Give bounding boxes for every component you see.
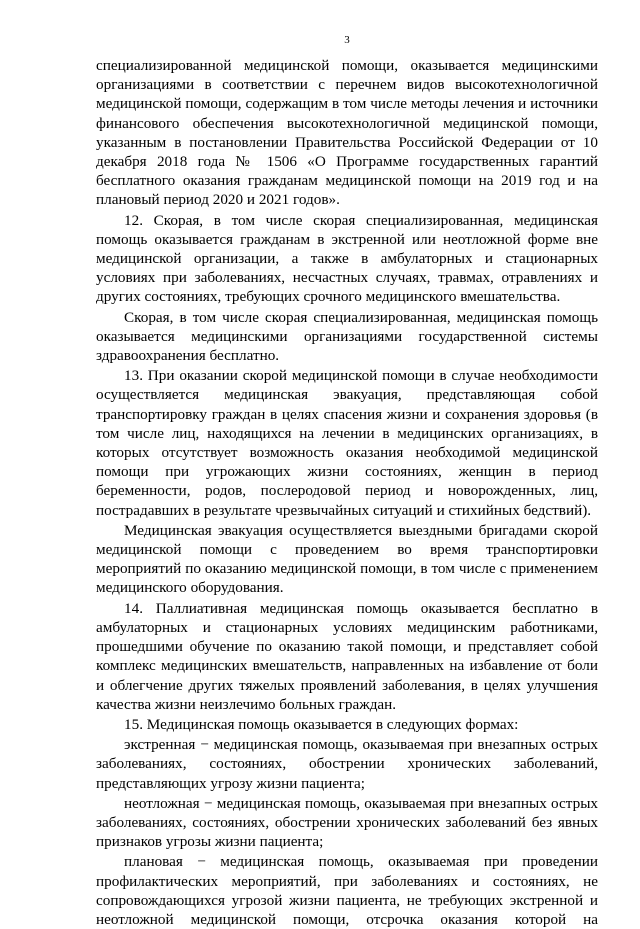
form-emergency: экстренная − медицинская помощь, оказываемая при внезапных острых заболеваниях, состояниях, обострении хронических заболеваний, представляющих угрозу жизни пациента; xyxy=(96,736,598,792)
paragraph-13: 13. При оказании скорой медицинской помощи в случае необходимости осуществляется медицинская эвакуация, представляющая собой транспортировку граждан в целях спасения жизни и сохранения здоровья (в том числе лиц, находящихся на лечении в медицинских организациях, в которых отсутствует возможность оказания необходимой медицинской помощи при угрожающих жизни состояниях, женщин в период беременности, родов, послеродовой период и новорожденных, лиц, пострадавших в результате чрезвычайных ситуаций и стихийных бедствий). xyxy=(96,367,598,519)
paragraph-15: 15. Медицинская помощь оказывается в следующих формах: xyxy=(124,715,519,733)
form-planned: плановая − медицинская помощь, оказываемая при проведении профилактических мероприятий, при заболеваниях и состояниях, не сопровождающихся угрозой жизни пациента, не требующих экстренной и неотложной медицинской помощи, отсрочка оказания которой на xyxy=(96,853,598,928)
paragraph-13-evacuation: Медицинская эвакуация осуществляется выездными бригадами скорой медицинской помощи с проведением во время транспортировки мероприятий по оказанию медицинской помощи, в том числе с применением медицинского оборудования. xyxy=(96,521,598,597)
paragraph-continuation: специализированной медицинской помощи, оказывается медицинскими организациями в соответствии с перечнем видов высокотехнологичной медицинской помощи, содержащим в том числе методы лечения и источники финансового обеспечения высокотехнологичной медицинской помощи, указанным в постановлении Правительства Российской Федерации от 10 декабря 2018 года № 1506 «О Программе государственных гарантий бесплатного оказания гражданам медицинской помощи на 2019 год и на плановый период 2020 и 2021 годов». xyxy=(96,57,598,209)
paragraph-12-free-of-charge: Скорая, в том числе скорая специализированная, медицинская помощь оказывается медицинскими организациями государственной системы здравоохранения бесплатно. xyxy=(96,308,598,365)
form-urgent: неотложная − медицинская помощь, оказываемая при внезапных острых заболеваниях, состояниях, обострении хронических заболеваний без явных признаков угрозы жизни пациента; xyxy=(96,794,598,851)
paragraph-14: 14. Паллиативная медицинская помощь оказывается бесплатно в амбулаторных и стационарных условиях медицинским работниками, прошедшими обучение по оказанию такой помощи, и представляет собой комплекс медицинских вмешательств, направленных на избавление от боли и облегчение других тяжелых проявлений заболевания, в целях улучшения качества жизни неизлечимо больных граждан. xyxy=(96,599,598,713)
page-number: 3 xyxy=(344,34,350,46)
paragraph-12: 12. Скорая, в том числе скорая специализированная, медицинская помощь оказывается гражданам в экстренной или неотложной форме вне медицинской организации, а также в амбулаторных и стационарных условиях при заболеваниях, несчастных случаях, травмах, отравлениях и других состояниях, требующих срочного медицинского вмешательства. xyxy=(96,211,598,306)
document-body xyxy=(96,56,598,929)
